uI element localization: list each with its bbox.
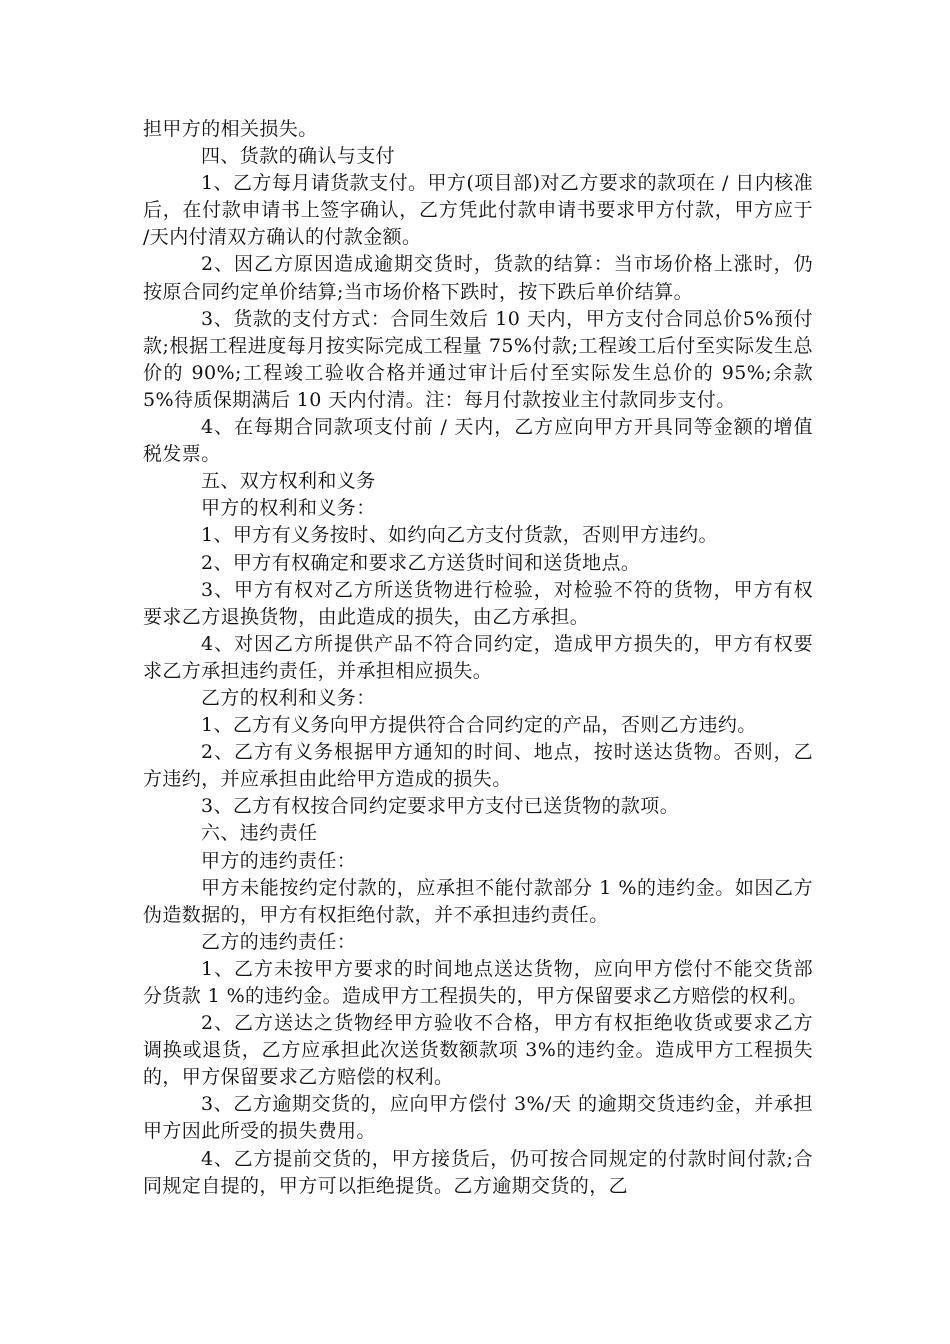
paragraph: 2、乙方有义务根据甲方通知的时间、地点，按时送达货物。否则，乙方违约，并应承担由此给甲方造成的损失。 <box>143 741 813 791</box>
section-heading-breach: 六、违约责任 <box>201 822 318 845</box>
subheading: 乙方的权利和义务： <box>201 686 376 709</box>
paragraph: 担甲方的相关损失。 <box>143 118 318 140</box>
paragraph: 3、货款的支付方式：合同生效后 10 天内，甲方支付合同总价5%预付款;根据工程进度每月按实际完成工程量 75%付款;工程竣工后付至实际发生总价的 90%;工程竣工验收合格并通过审计后付至实际发生总价的 95%;余款 5%待质保期满后 10 天内付清。注：每月付款按业主付款同步支付。 <box>143 307 813 411</box>
paragraph: 3、甲方有权对乙方所送货物进行检验，对检验不符的货物，甲方有权要求乙方退换货物，由此造成的损失，由乙方承担。 <box>143 578 813 628</box>
paragraph: 2、因乙方原因造成逾期交货时，货款的结算：当市场价格上涨时，仍按原合同约定单价结算;当市场价格下跌时，按下跌后单价结算。 <box>143 253 813 303</box>
paragraph: 1、乙方有义务向甲方提供符合合同约定的产品，否则乙方违约。 <box>201 714 757 737</box>
paragraph: 3、乙方有权按合同约定要求甲方支付已送货物的款项。 <box>201 795 680 818</box>
paragraph: 1、乙方未按甲方要求的时间地点送达货物，应向甲方偿付不能交货部分货款 1 %的违约金。造成甲方工程损失的，甲方保留要求乙方赔偿的权利。 <box>143 957 813 1007</box>
paragraph: 4、对因乙方所提供产品不符合同约定，造成甲方损失的，甲方有权要求乙方承担违约责任，并承担相应损失。 <box>143 632 813 682</box>
paragraph: 1、甲方有义务按时、如约向乙方支付货款，否则甲方违约。 <box>201 524 718 547</box>
paragraph: 4、乙方提前交货的，甲方接货后，仍可按合同规定的付款时间付款;合同规定自提的，甲方可以拒绝提货。乙方逾期交货的，乙 <box>143 1147 813 1197</box>
paragraph: 1、乙方每月请货款支付。甲方(项目部)对乙方要求的款项在 / 日内核准后，在付款申请书上签字确认，乙方凭此付款申请书要求甲方付款，甲方应于 /天内付清双方确认的付款金额。 <box>143 172 813 249</box>
subheading: 乙方的违约责任： <box>201 930 357 953</box>
subheading: 甲方的权利和义务： <box>201 497 376 520</box>
document-page <box>143 116 813 1200</box>
paragraph: 4、在每期合同款项支付前 / 天内，乙方应向甲方开具同等金额的增值税发票。 <box>143 416 813 466</box>
paragraph: 甲方未能按约定付款的，应承担不能付款部分 1 %的违约金。如因乙方伪造数据的，甲方有权拒绝付款，并不承担违约责任。 <box>143 876 813 926</box>
paragraph: 3、乙方逾期交货的，应向甲方偿付 3%/天 的逾期交货违约金，并承担甲方因此所受的损失费用。 <box>143 1093 813 1143</box>
section-heading-payment: 四、货款的确认与支付 <box>201 145 396 168</box>
paragraph: 2、乙方送达之货物经甲方验收不合格，甲方有权拒绝收货或要求乙方调换或退货，乙方应承担此次送货数额款项 3%的违约金。造成甲方工程损失的，甲方保留要求乙方赔偿的权利。 <box>143 1012 813 1089</box>
section-heading-rights: 五、双方权利和义务 <box>201 470 376 493</box>
paragraph: 2、甲方有权确定和要求乙方送货时间和送货地点。 <box>201 551 641 574</box>
subheading: 甲方的违约责任： <box>201 849 357 872</box>
